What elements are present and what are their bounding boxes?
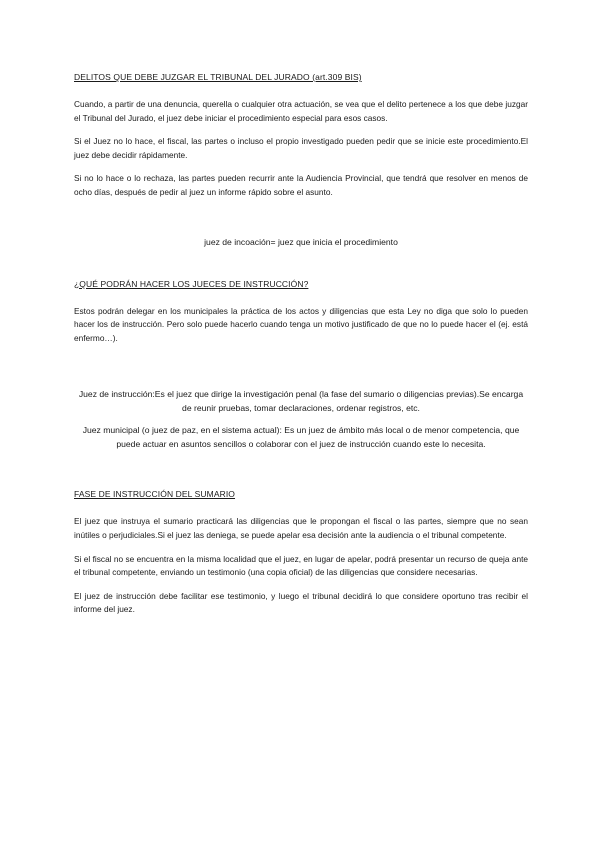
paragraph: Estos podrán delegar en los municipales la práctica de los actos y diligencias que esta Ley no diga que solo lo pueden hacer los de instrucción. Pero solo puede hacerlo cuando tenga un motivo justificado de que no lo puede hacer el (ej. está enfermo…). xyxy=(74,305,528,343)
paragraph: Si el Juez no lo hace, el fiscal, las partes o incluso el propio investigado pueden pedir que se inicie este procedimiento.El juez debe decidir rápidamente. xyxy=(74,136,528,160)
paragraph: Cuando, a partir de una denuncia, querella o cualquier otra actuación, se vea que el delito pertenece a los que debe juzgar el Tribunal del Jurado, el juez debe iniciar el procedimiento especial para esos casos. xyxy=(74,99,528,123)
section-heading-sumario: FASE DE INSTRUCCIÓN DEL SUMARIO xyxy=(74,489,236,500)
section-heading-jurado: DELITOS QUE DEBE JUZGAR EL TRIBUNAL DEL JURADO (art.309 BIS) xyxy=(74,72,362,82)
paragraph: El juez que instruya el sumario practicará las diligencias que le propongan el fiscal o las partes, siempre que no sean inútiles o perjudiciales.Si el juez las deniega, se puede apelar esa decisión ante la audiencia o el tribunal competente. xyxy=(74,516,528,540)
paragraph: Si el fiscal no se encuentra en la misma localidad que el juez, en lugar de apelar, podrá presentar un recurso de queja ante el tribunal competente, enviando un testimonio (una copia oficial) de las diligencias que considere necesarias. xyxy=(74,553,528,578)
paragraph: Si no lo hace o lo rechaza, las partes pueden recurrir ante la Audiencia Provincial, que tendrá que resolver en menos de ocho días, después de pedir al juez un informe rápido sobre el asunto. xyxy=(74,173,528,197)
section-heading-jueces: ¿QUÉ PODRÁN HACER LOS JUECES DE INSTRUCCIÓN? xyxy=(74,278,309,289)
definition-juez-municipal: Juez municipal (o juez de paz, en el sistema actual): Es un juez de ámbito más local o de menor competencia, que puede actuar en asuntos sencillos o colaborar con el juez de instrucción cuando este lo necesita. xyxy=(82,425,520,450)
paragraph: El juez de instrucción debe facilitar ese testimonio, y luego el tribunal decidirá lo que considere oportuno tras recibir el informe del juez. xyxy=(74,590,528,615)
definition-juez-instruccion: Juez de instrucción:Es el juez que dirige la investigación penal (la fase del sumario o diligencias previas).Se encarga de reunir pruebas, tomar declaraciones, ordenar registros, etc. xyxy=(78,389,524,414)
centered-note: juez de incoación= juez que inicia el procedimiento xyxy=(204,236,398,247)
